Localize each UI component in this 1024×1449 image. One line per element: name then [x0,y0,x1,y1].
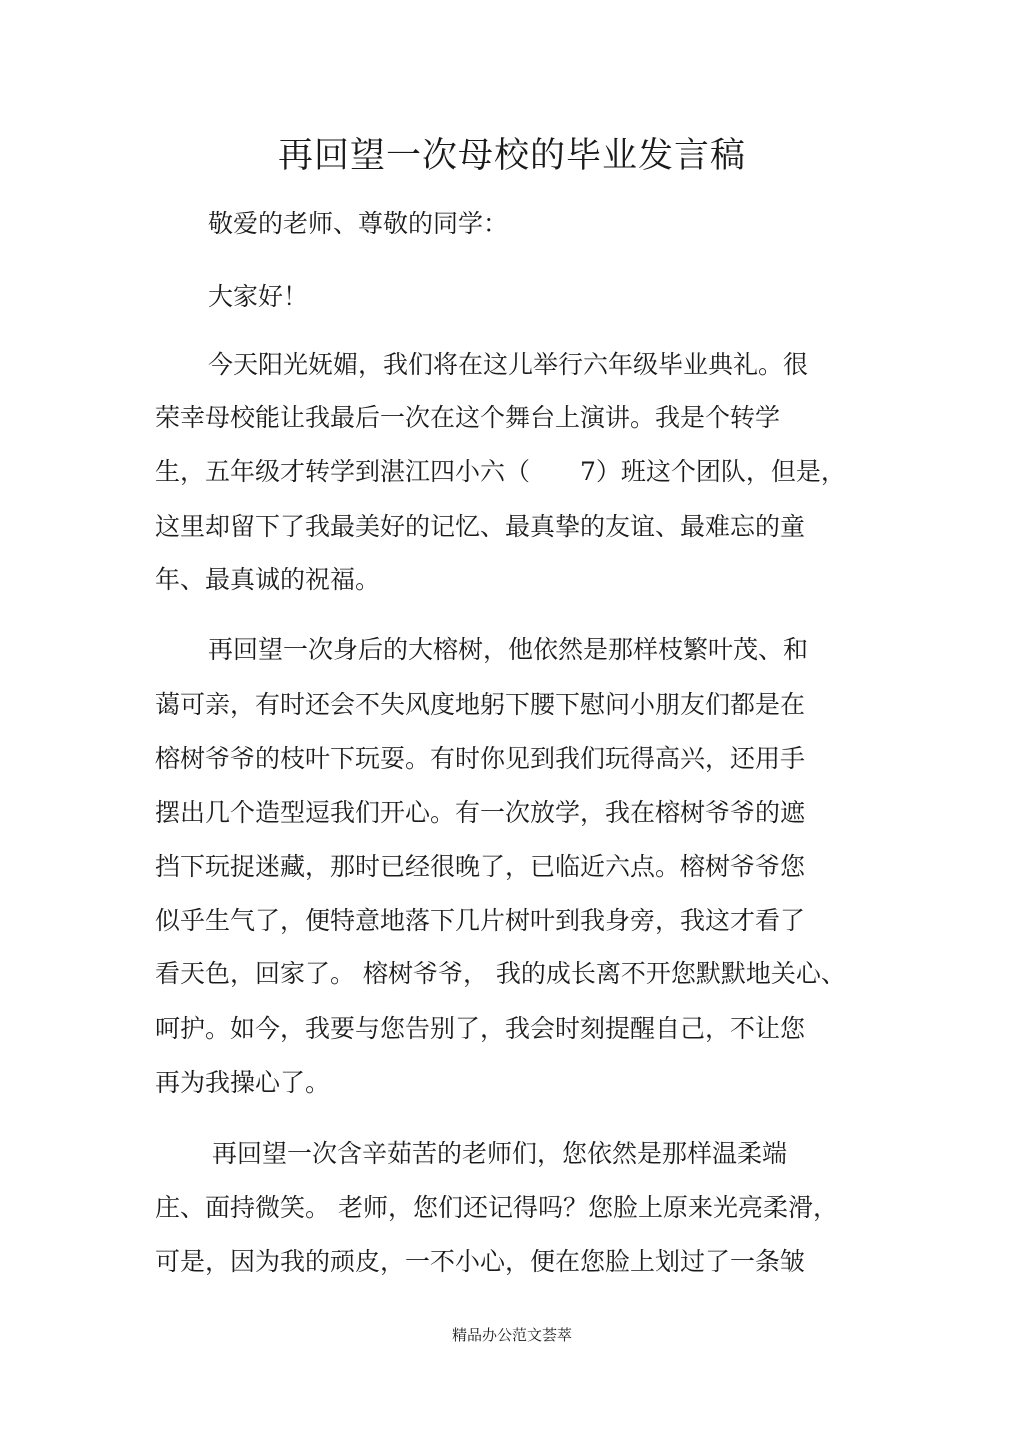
paragraph-2-line-4: 摆出几个造型逗我们开心。有一次放学，我在榕树爷爷的遮 [155,798,806,827]
paragraph-1-line-5: 年、最真诚的祝福。 [155,565,381,594]
paragraph-2-line-1: 再回望一次身后的大榕树，他依然是那样枝繁叶茂、和 [208,635,809,664]
paragraph-1-line-4: 这里却留下了我最美好的记忆、最真挚的友谊、最难忘的童 [155,512,806,541]
paragraph-3-line-3: 可是，因为我的顽皮，一不小心，便在您脸上划过了一条皱 [155,1247,806,1276]
document-title: 再回望一次母校的毕业发言稿 [277,136,746,176]
paragraph-2-line-8: 呵护。如今，我要与您告别了，我会时刻提醒自己，不让您 [155,1014,806,1043]
paragraph-1-line-3: 生，五年级才转学到湛江四小六（ 7）班这个团队，但是， [155,457,846,486]
paragraph-2-line-3: 榕树爷爷的枝叶下玩耍。有时你见到我们玩得高兴，还用手 [155,744,806,773]
greeting: 大家好！ [208,282,309,311]
paragraph-3-line-2: 庄、面持微笑。 老师，您们还记得吗？您脸上原来光亮柔滑， [155,1193,838,1222]
paragraph-1-line-1: 今天阳光妩媚，我们将在这儿举行六年级毕业典礼。很 [208,350,809,379]
paragraph-2-line-6: 似乎生气了，便特意地落下几片树叶到我身旁，我这才看了 [155,906,806,935]
paragraph-2-line-2: 蔼可亲，有时还会不失风度地躬下腰下慰问小朋友们都是在 [155,690,806,719]
paragraph-2-line-7: 看天色，回家了。 榕树爷爷， 我的成长离不开您默默地关心、 [155,959,846,988]
paragraph-2-line-5: 挡下玩捉迷藏，那时已经很晚了，已临近六点。榕树爷爷您 [155,852,806,881]
salutation: 敬爱的老师、尊敬的同学： [208,209,509,238]
paragraph-1-line-2: 荣幸母校能让我最后一次在这个舞台上演讲。我是个转学 [155,403,781,432]
paragraph-2-line-9: 再为我操心了。 [155,1068,331,1097]
paragraph-3-line-1: 再回望一次含辛茹苦的老师们，您依然是那样温柔端 [212,1139,788,1168]
page-footer: 精品办公范文荟萃 [451,1326,572,1344]
